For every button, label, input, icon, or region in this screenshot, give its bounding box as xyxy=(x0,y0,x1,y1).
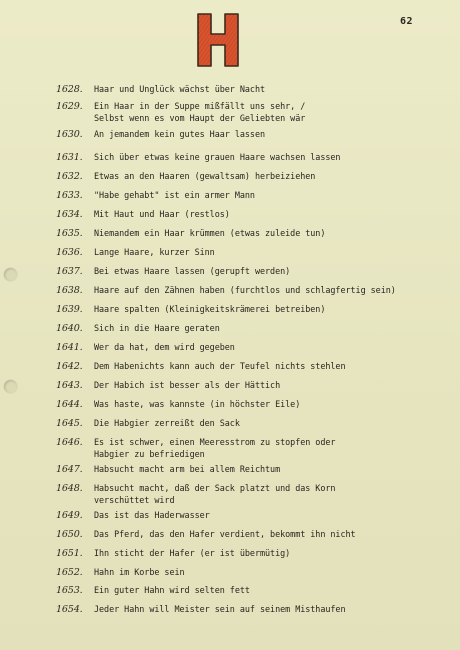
entry-number: 1640. xyxy=(56,323,83,334)
entry-number: 1649. xyxy=(56,510,83,521)
entry-text: Sich über etwas keine grauen Haare wachsen lassen xyxy=(94,152,341,162)
entry-number: 1637. xyxy=(56,266,83,277)
entry-text: An jemandem kein gutes Haar lassen xyxy=(94,129,266,139)
entry-number: 1632. xyxy=(56,171,83,182)
entry-text: Habsucht macht, daß der Sack platzt und das Korn xyxy=(94,483,336,493)
entry-text: Sich in die Haare geraten xyxy=(94,323,220,333)
entry-text: Habgier zu befriedigen xyxy=(94,448,205,459)
decorative-initial-letter xyxy=(196,11,240,69)
entry-text: Haare auf den Zähnen haben (furchtlos und schlagfertig sein) xyxy=(94,285,396,295)
entry-text: Selbst wenn es vom Haupt der Geliebten wär xyxy=(94,112,306,123)
entry-text: Haar und Unglück wächst über Nacht xyxy=(94,84,266,94)
entry-text: Das ist das Haderwasser xyxy=(94,510,210,520)
entry-number: 1654. xyxy=(56,604,83,615)
entry-number: 1648. xyxy=(56,483,83,494)
entry-text: Niemandem ein Haar krümmen (etwas zuleide tun) xyxy=(94,228,326,238)
entry-text: "Habe gehabt" ist ein armer Mann xyxy=(94,190,255,200)
punch-hole xyxy=(4,380,17,393)
entry-number: 1634. xyxy=(56,209,83,220)
entry-text: Was haste, was kannste (in höchster Eile) xyxy=(94,399,301,409)
entry-number: 1652. xyxy=(56,567,83,578)
entry-text: Bei etwas Haare lassen (gerupft werden) xyxy=(94,266,291,276)
entry-number: 1629. xyxy=(56,101,83,112)
entry-text: Die Habgier zerreißt den Sack xyxy=(94,418,240,428)
entry-text: Wer da hat, dem wird gegeben xyxy=(94,342,235,352)
entry-text: Ein guter Hahn wird selten fett xyxy=(94,585,250,595)
entry-text: Ein Haar in der Suppe mißfällt uns sehr, / xyxy=(94,101,306,111)
entry-text: Das Pferd, das den Hafer verdient, bekommt ihn nicht xyxy=(94,529,356,539)
entry-text: Mit Haut und Haar (restlos) xyxy=(94,209,230,219)
entry-text: Es ist schwer, einen Meeresstrom zu stopfen oder xyxy=(94,437,336,447)
entry-text: Der Habich ist besser als der Hättich xyxy=(94,380,281,390)
entry-number: 1633. xyxy=(56,190,83,201)
entry-number: 1642. xyxy=(56,361,83,372)
entry-number: 1641. xyxy=(56,342,83,353)
entry-number: 1645. xyxy=(56,418,83,429)
entry-text: Haare spalten (Kleinigkeitskrämerei betreiben) xyxy=(94,304,326,314)
entry-number: 1650. xyxy=(56,529,83,540)
entry-text: Dem Habenichts kann auch der Teufel nichts stehlen xyxy=(94,361,346,371)
entry-number: 1653. xyxy=(56,585,83,596)
entry-number: 1647. xyxy=(56,464,83,475)
punch-hole xyxy=(4,268,17,281)
entry-number: 1639. xyxy=(56,304,83,315)
entry-text: Ihn sticht der Hafer (er ist übermütig) xyxy=(94,548,291,558)
entry-number: 1638. xyxy=(56,285,83,296)
entry-number: 1643. xyxy=(56,380,83,391)
entry-text: Hahn im Korbe sein xyxy=(94,567,185,577)
page-number: 62 xyxy=(400,16,414,27)
entry-number: 1628. xyxy=(56,84,83,95)
entry-number: 1651. xyxy=(56,548,83,559)
entry-text: verschüttet wird xyxy=(94,494,175,505)
entry-text: Lange Haare, kurzer Sinn xyxy=(94,247,215,257)
entry-text: Habsucht macht arm bei allem Reichtum xyxy=(94,464,281,474)
entry-text: Jeder Hahn will Meister sein auf seinem Misthaufen xyxy=(94,604,346,614)
entry-number: 1631. xyxy=(56,152,83,163)
entry-number: 1630. xyxy=(56,129,83,140)
entry-text: Etwas an den Haaren (gewaltsam) herbeiziehen xyxy=(94,171,316,181)
entry-number: 1635. xyxy=(56,228,83,239)
entry-number: 1646. xyxy=(56,437,83,448)
entry-number: 1644. xyxy=(56,399,83,410)
entry-number: 1636. xyxy=(56,247,83,258)
